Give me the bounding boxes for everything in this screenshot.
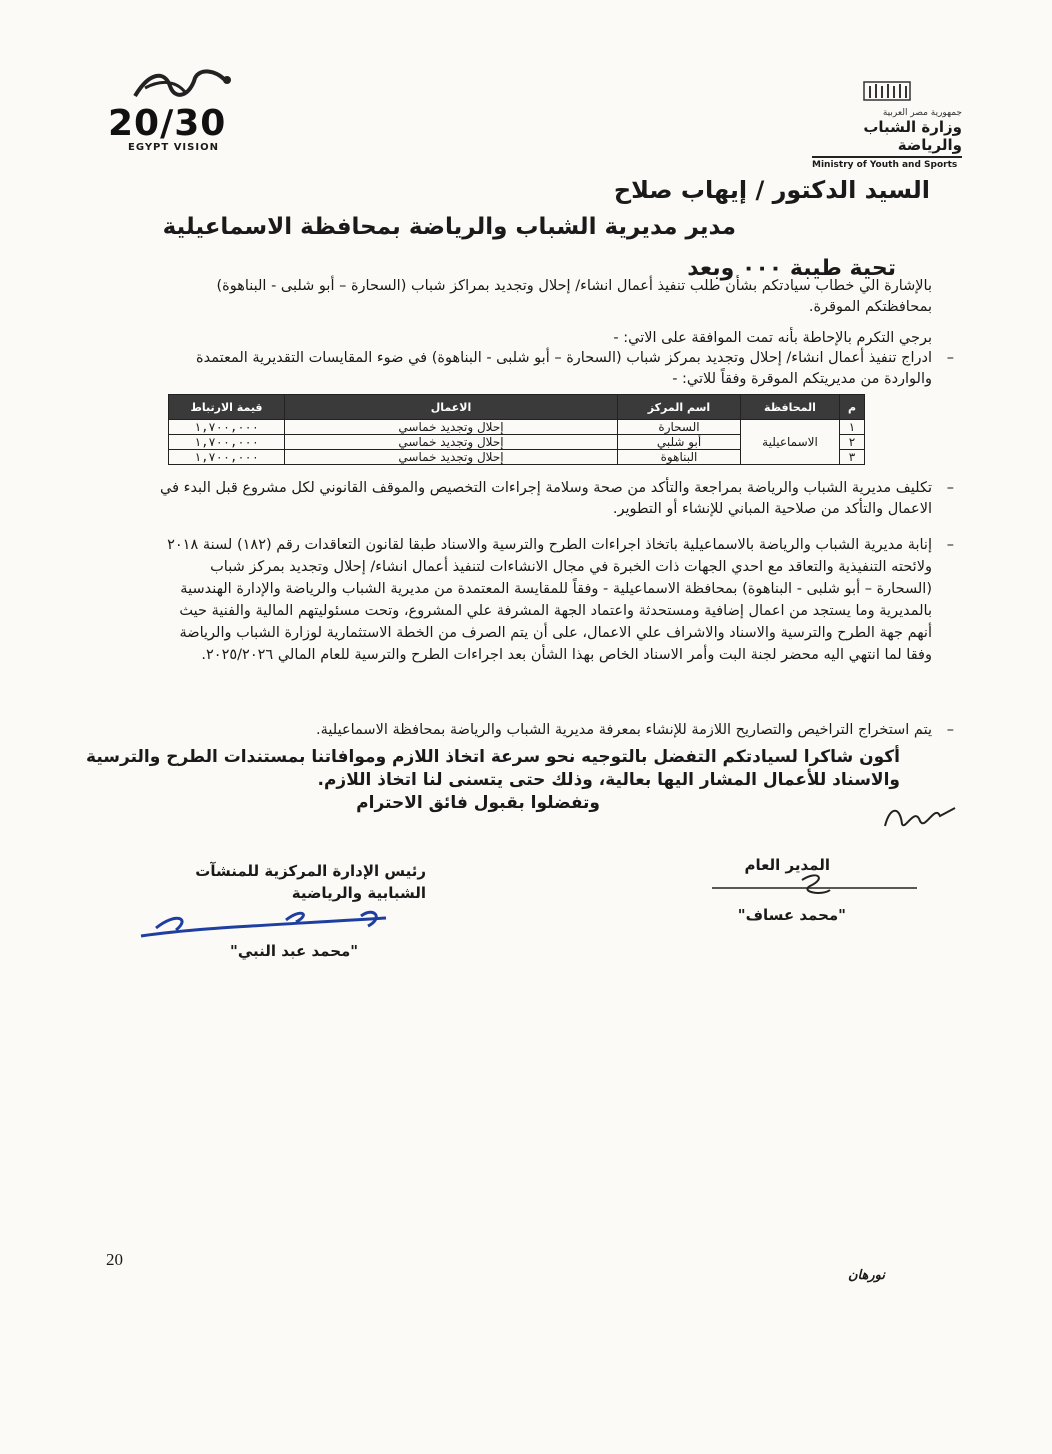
vision-number: 20/30 (108, 103, 227, 144)
row-value: ١,٧٠٠,٠٠٠ (169, 420, 285, 435)
ministry-name-en: Ministry of Youth and Sports (812, 160, 958, 170)
row-works: إحلال وتجديد خماسي (285, 450, 618, 465)
row-center: أبو شلبي (618, 435, 741, 450)
header-value: قيمة الارتباط (169, 395, 285, 420)
table-row (169, 420, 865, 435)
row-no: ٣ (840, 450, 865, 465)
signatory-left-name: "محمد عبد النبي" (230, 942, 359, 960)
greeting: تحية طيبة ٠٠٠ وبعد (687, 256, 896, 281)
row-no: ٢ (840, 435, 865, 450)
addressee-title: مدير مديرية الشباب والرياضة بمحافظة الاسماعيلية (162, 214, 736, 240)
closing-block (80, 746, 900, 815)
header-center: اسم المركز (618, 395, 741, 420)
row-works: إحلال وتجديد خماسي (285, 435, 618, 450)
header-works: الاعمال (285, 395, 618, 420)
signature-scribble-left (136, 898, 396, 948)
item-1-inclusion: – ادراج تنفيذ أعمال انشاء/ إحلال وتجديد بمركز شباب (السحارة – أبو شلبى - البناهوة) في ضوء المقايسات التقديرية المعتمدة والواردة من مديريتكم الموقرة وفقاً للاتي: - (152, 348, 932, 390)
ministry-divider (812, 156, 962, 158)
item-4-permits: – يتم استخراج التراخيص والتصاريح اللازمة للإنشاء بمعرفة مديرية الشباب والرياضة بمحافظة الاسماعيلية. (152, 720, 932, 741)
header-no: م (840, 395, 865, 420)
row-value: ١,٧٠٠,٠٠٠ (169, 450, 285, 465)
eagle-emblem-icon (862, 78, 912, 104)
ministry-header (812, 78, 962, 170)
governorate-cell: الاسماعيلية (741, 420, 840, 465)
header-governorate: المحافظة (741, 395, 840, 420)
row-value: ١,٧٠٠,٠٠٠ (169, 435, 285, 450)
row-center: البناهوة (618, 450, 741, 465)
row-works: إحلال وتجديد خماسي (285, 420, 618, 435)
vision-emblem-icon (105, 66, 255, 106)
signatory-left-title: رئيس الإدارة المركزية للمنشآت الشبابية والرياضية (195, 862, 426, 902)
addressee: السيد الدكتور / إيهاب صلاح (613, 176, 930, 204)
row-center: السحارة (618, 420, 741, 435)
item-3-tendering: – إنابة مديرية الشباب والرياضة بالاسماعيلية باتخاذ اجراءات الطرح والترسية والاسناد طبقا لقانون التعاقدات رقم (١٨٢) لسنة ٢٠١٨ ولائحته التنفيذية والتعاقد مع احدي الجهات ذات الخبرة في مجال الانشاءات لتنفيذ أعمال انشاء/ إحلال وتجديد بمركز شباب (السحارة – أبو شلبى - البناهوة) بمحافظة الاسماعيلية - وفقاً للمقايسة المعتمدة من مديرية الشباب والرياضة والإدارة الهندسية بالمديرية وما يستجد من اعمال إضافية ومستحدثة واعتماد الجهة المشرفة علي المشروع، وتحت مسئوليتهم المالية والفنية حيث أنهم جهة الطرح والترسية والاسناد والاشراف علي الاعمال، على أن يتم الصرف من الخطة الاستثمارية لوزارة الشباب والرياضة وفقا لما انتهي اليه محضر لجنة البت وأمر الاسناد الخاص بهذا الشأن بعد اجراءات الطرح والترسية للعام المالي ٢٠٢٥/٢٠٢٦. (152, 534, 932, 666)
author-initials: نورهان (848, 1268, 885, 1283)
ministry-country-label: جمهورية مصر العربية (882, 108, 962, 118)
signatory-right-title: المدير العام (744, 856, 830, 874)
row-no: ١ (840, 420, 865, 435)
signatory-right-name: "محمد عساف" (737, 906, 846, 924)
item-2-legal-check: – تكليف مديرية الشباب والرياضة بمراجعة والتأكد من صحة وسلامة إجراءات التخصيص والموقف القانوني لكل مشروع قبل البدء في الاعمال والتأكد من صلاحية المباني للإنشاء أو التطوير. (152, 478, 932, 520)
vision-caption: EGYPT VISION (128, 142, 219, 153)
ministry-name-ar: وزارة الشباب والرياضة (863, 118, 962, 154)
closing-request: أكون شاكرا لسيادتكم التفضل بالتوجيه نحو سرعة اتخاذ اللازم وموافاتنا بمستندات الطرح والترسية والاسناد للأعمال المشار اليها بعالية، وذلك حتى يتسنى لنا اتخاذ اللازم. (86, 747, 900, 790)
intro-paragraph: بالإشارة الي خطاب سيادتكم بشأن طلب تنفيذ أعمال انشاء/ إحلال وتجديد بمراكز شباب (السحارة – أبو شلبى - البناهوة) بمحافظتكم الموقرة. (216, 278, 932, 315)
page-number: 20 (106, 1250, 123, 1269)
projects-table (168, 394, 865, 465)
approval-lead: برجي التكرم بالإحاطة بأنه تمت الموافقة على الاتي: - (613, 330, 932, 346)
closing-regards: وتفضلوا بقبول فائق الاحترام (356, 793, 600, 813)
table-header-row (169, 395, 865, 420)
signature-scribble-closing (880, 796, 960, 836)
